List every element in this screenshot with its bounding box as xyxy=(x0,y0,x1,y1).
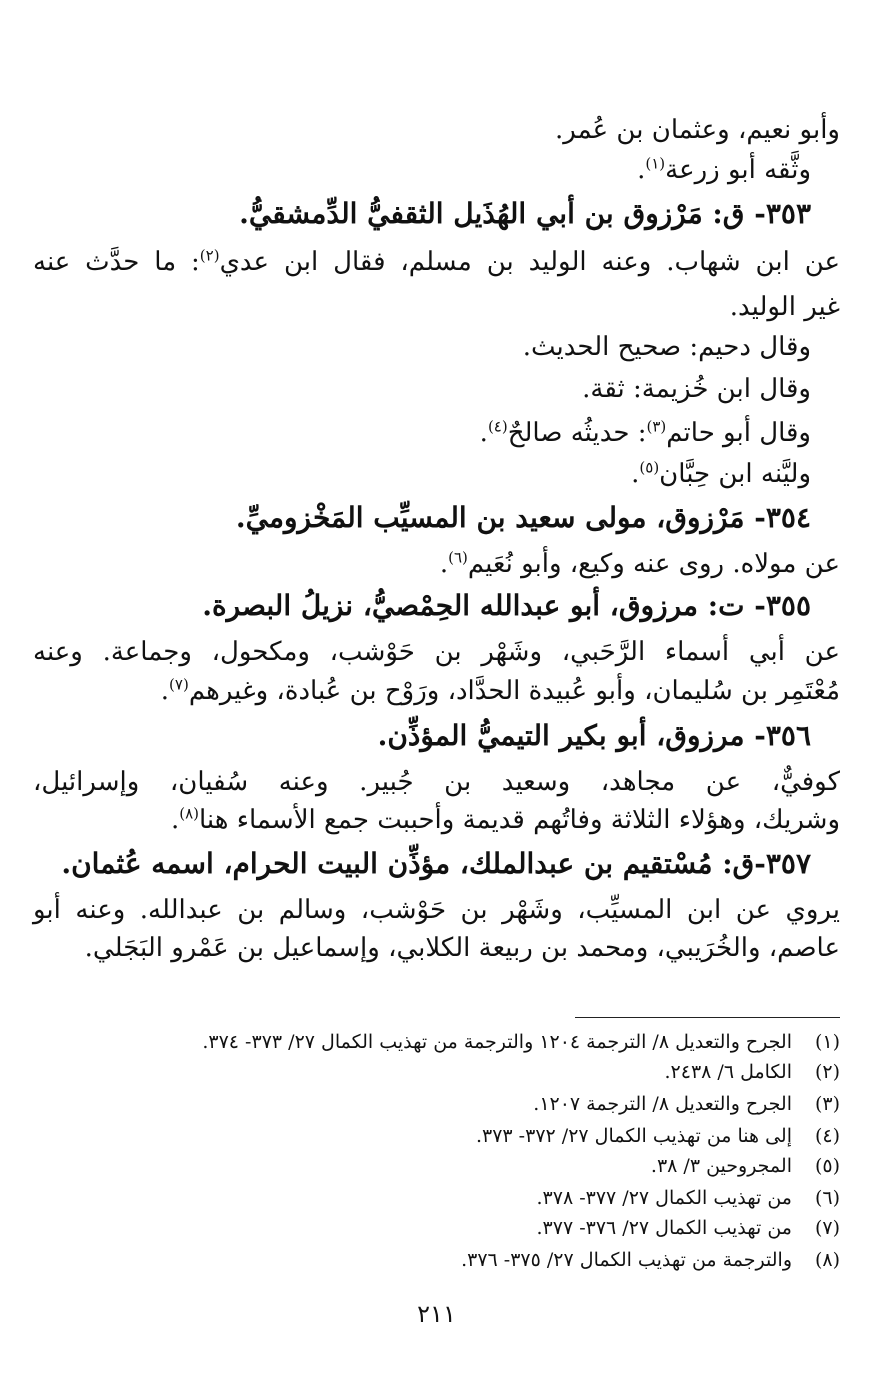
footnote-ref: (٨) xyxy=(179,804,199,823)
line-text: وشريك، وهؤلاء الثلاثة وفاتُهم قديمة وأحببت جمع الأسماء هنا xyxy=(199,805,840,835)
body-line xyxy=(95,540,840,588)
footnote xyxy=(461,1246,840,1274)
heading-text: ٣٥٧-ق: مُسْتقيم بن عبدالملك، مؤذِّن البيت الحرام، اسمه عُثمان. xyxy=(61,847,811,880)
body-line xyxy=(95,796,840,844)
line-text: وأبو نعيم، وعثمان بن عُمر. xyxy=(555,115,840,145)
footnote xyxy=(202,1028,840,1056)
footnote xyxy=(651,1152,840,1180)
line-text: يروي عن ابن المسيِّب، وشَهْر بن حَوْشب، وسالم بن عبدالله. وعنه أبو xyxy=(33,895,840,925)
footnote xyxy=(664,1058,840,1086)
footnote-number: (٦) xyxy=(814,1187,840,1209)
entry-heading-357 xyxy=(61,840,811,888)
heading-text: ٣٥٥- ت: مرزوق، أبو عبدالله الحِمْصيُّ، نزيلُ البصرة. xyxy=(202,589,811,622)
footnote-number: (٣) xyxy=(814,1093,840,1115)
footnote-number: (٧) xyxy=(814,1217,840,1239)
line-text: وقال أبو حاتم xyxy=(666,418,811,448)
heading-text: ٣٥٤- مَرْزوق، مولى سعيد بن المسيِّب المَخْزوميِّ. xyxy=(235,501,811,534)
footnote-separator xyxy=(575,1017,840,1018)
body-line xyxy=(95,323,811,371)
body-line xyxy=(33,238,840,286)
footnote-number: (٢) xyxy=(814,1061,840,1083)
body-line xyxy=(84,924,840,972)
heading-text: ٣٥٦- مرزوق، أبو بكير التيميُّ المؤذِّن. xyxy=(377,719,811,752)
footnote-ref: (١) xyxy=(645,154,666,173)
line-text: وليَّنه ابن حِبَّان xyxy=(659,459,811,489)
footnote-ref: (٧) xyxy=(169,675,189,694)
line-text: . xyxy=(160,676,170,706)
footnote-number: (٨) xyxy=(814,1249,840,1271)
footnote-number: (٥) xyxy=(814,1155,840,1177)
entry-heading-353 xyxy=(95,190,811,238)
line-text: . xyxy=(170,805,180,835)
entry-heading-354 xyxy=(95,494,811,542)
entry-heading-355 xyxy=(95,582,811,630)
line-text: عن أبي أسماء الرَّحَبي، وشَهْر بن حَوْشب، ومكحول، وجماعة. وعنه xyxy=(33,637,840,667)
footnote-ref: (٣) xyxy=(646,417,667,436)
footnote-text: من تهذيب الكمال ٢٧/ ٣٧٧- ٣٧٨. xyxy=(536,1187,792,1209)
footnote-number: (٤) xyxy=(814,1125,840,1147)
line-text: غير الوليد. xyxy=(729,292,840,322)
body-line xyxy=(95,146,811,194)
line-text: . xyxy=(439,549,449,579)
footnote-text: من تهذيب الكمال ٢٧/ ٣٧٦- ٣٧٧. xyxy=(536,1217,792,1239)
line-text: عن ابن شهاب. وعنه الوليد بن مسلم، فقال ابن عدي xyxy=(219,247,841,277)
footnote xyxy=(536,1214,840,1242)
line-text: . xyxy=(637,155,646,185)
body-line xyxy=(95,450,811,498)
line-text: عاصم، والخُرَيبي، ومحمد بن ربيعة الكلابي، وإسماعيل بن عَمْرو البَجَلي. xyxy=(84,933,840,963)
footnote xyxy=(533,1090,840,1118)
line-text: : حديثُه صالحٌ xyxy=(507,418,647,448)
page-number: ٢١١ xyxy=(417,1300,456,1328)
line-text: وثَّقه أبو زرعة xyxy=(665,155,811,185)
line-text: عن مولاه. روى عنه وكيع، وأبو نُعَيم xyxy=(467,549,840,579)
footnote-ref: (٥) xyxy=(639,458,660,477)
footnote-text: الجرح والتعديل ٨/ الترجمة ١٢٠٧. xyxy=(533,1093,792,1115)
line-text: وقال دحيم: صحيح الحديث. xyxy=(522,332,811,362)
body-line xyxy=(95,365,811,413)
footnote-text: الكامل ٦/ ٢٤٣٨. xyxy=(664,1061,792,1083)
footnote-ref: (٦) xyxy=(448,548,468,567)
heading-text: ٣٥٣- ق: مَرْزوق بن أبي الهُذَيل الثقفيُّ الدِّمشقيُّ. xyxy=(239,197,811,230)
line-text: : ما حدَّث عنه xyxy=(33,247,200,277)
line-text: . xyxy=(479,418,488,448)
line-text: وقال ابن خُزيمة: ثقة. xyxy=(582,374,811,404)
footnote-text: إلى هنا من تهذيب الكمال ٢٧/ ٣٧٢- ٣٧٣. xyxy=(475,1125,792,1147)
line-text: مُعْتَمِر بن سُليمان، وأبو عُبيدة الحدَّاد، ورَوْح بن عُبادة، وغيرهم xyxy=(188,676,840,706)
line-text: كوفيٌّ، عن مجاهد، وسعيد بن جُبير. وعنه سُفيان، وإسرائيل، xyxy=(33,767,840,797)
footnote-ref: (٤) xyxy=(487,417,508,436)
footnote-text: المجروحين ٣/ ٣٨. xyxy=(650,1155,792,1177)
footnote-text: والترجمة من تهذيب الكمال ٢٧/ ٣٧٥- ٣٧٦. xyxy=(461,1249,792,1271)
line-text: . xyxy=(631,459,640,489)
footnote-number: (١) xyxy=(814,1031,840,1053)
entry-heading-356 xyxy=(95,712,811,760)
footnote xyxy=(536,1184,840,1212)
footnote xyxy=(476,1122,840,1150)
footnote-ref: (٢) xyxy=(199,246,220,265)
footnote-text: الجرح والتعديل ٨/ الترجمة ١٢٠٤ والترجمة من تهذيب الكمال ٢٧/ ٣٧٣- ٣٧٤. xyxy=(202,1031,792,1053)
body-line xyxy=(95,667,840,715)
